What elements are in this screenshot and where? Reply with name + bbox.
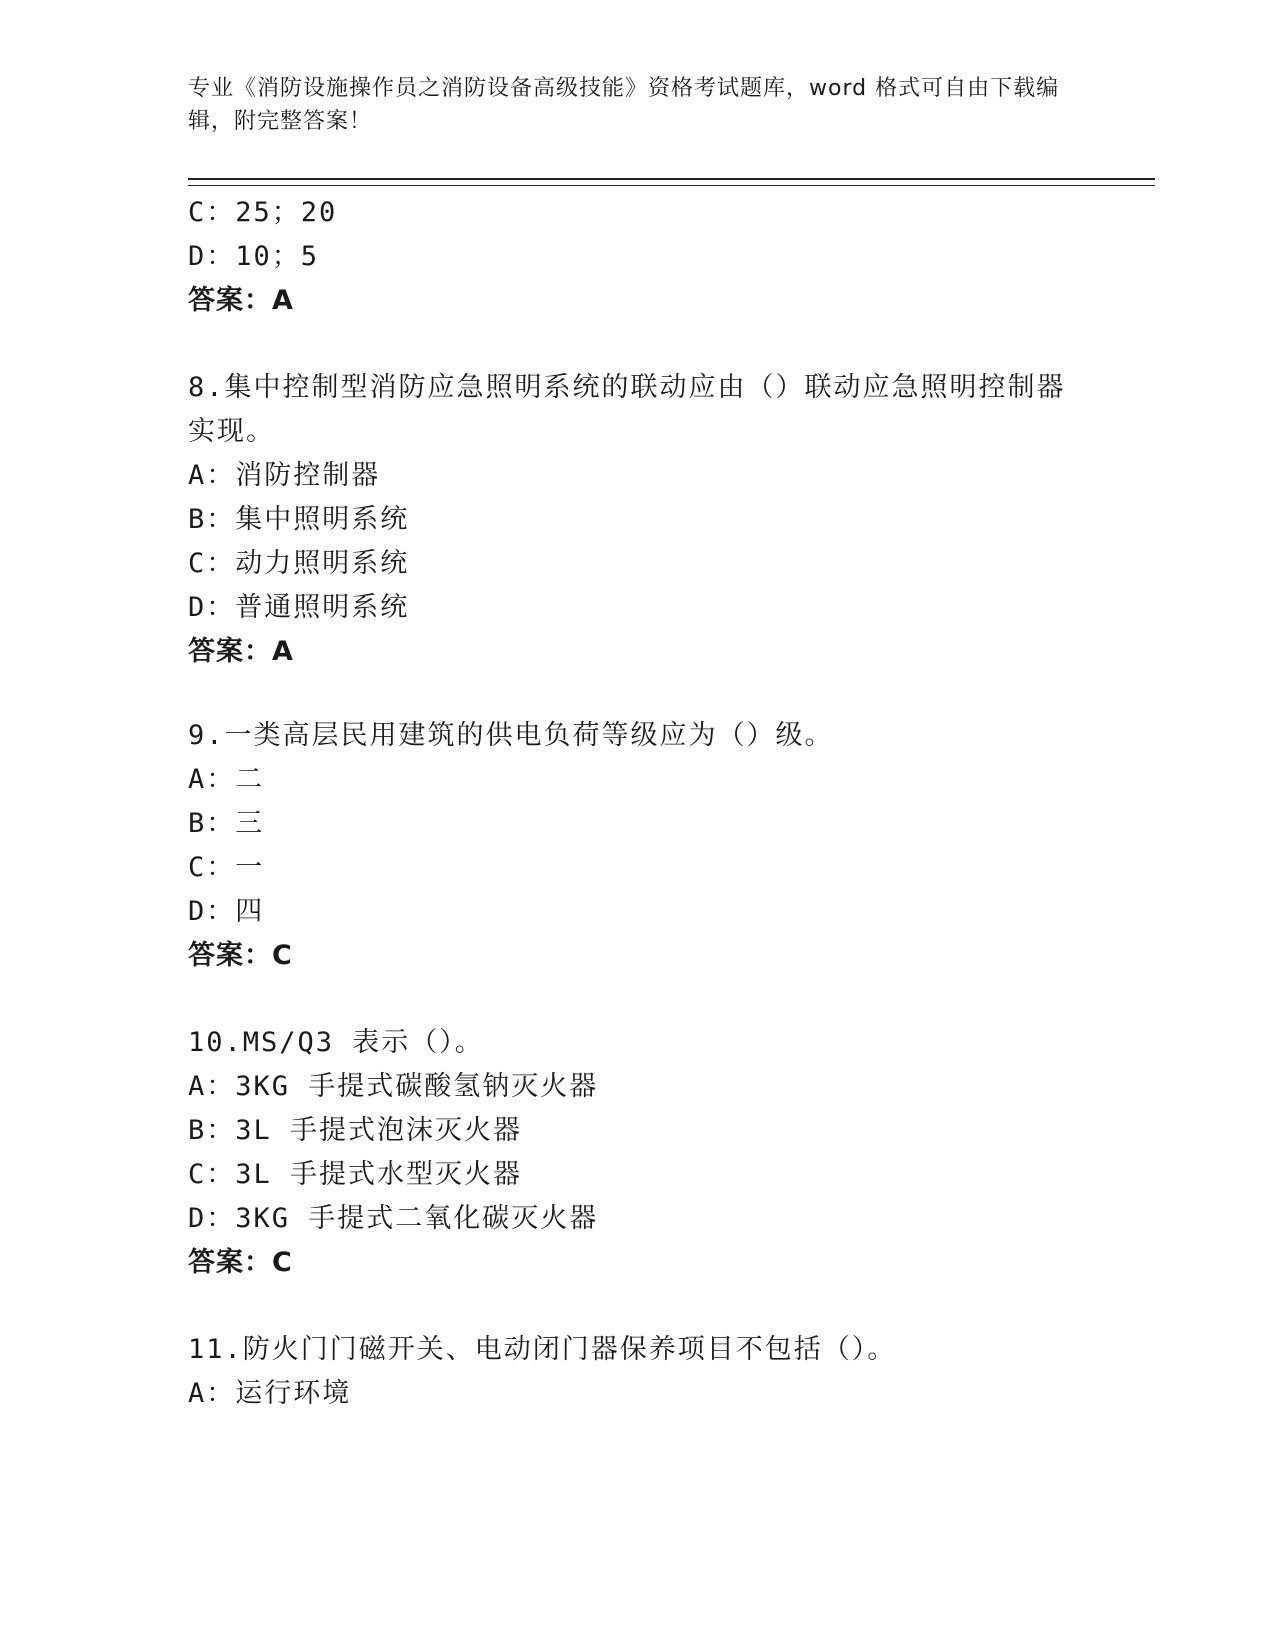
option-c-q8: C：动力照明系统 — [188, 548, 410, 579]
question-9: 9.一类高层民用建筑的供电负荷等级应为（）级。 — [188, 720, 834, 751]
option-c-q7: C：25；20 — [188, 197, 338, 228]
option-d-q7: D：10；5 — [188, 241, 320, 272]
answer-q7: 答案：A — [188, 285, 294, 316]
option-b-q9: B：三 — [188, 808, 265, 839]
option-d-q8: D：普通照明系统 — [188, 592, 410, 623]
answer-q9: 答案：C — [188, 940, 293, 971]
header-divider — [188, 178, 1155, 186]
option-a-q9: A：二 — [188, 764, 265, 795]
option-c-q10: C：3L 手提式水型灭火器 — [188, 1159, 523, 1190]
answer-q10: 答案：C — [188, 1247, 293, 1278]
question-10: 10.MS/Q3 表示（）。 — [188, 1027, 484, 1058]
question-11: 11.防火门门磁开关、电动闭门器保养项目不包括（）。 — [188, 1334, 897, 1365]
option-a-q8: A：消防控制器 — [188, 460, 381, 491]
option-a-q10: A：3KG 手提式碳酸氢钠灭火器 — [188, 1071, 599, 1102]
option-d-q9: D：四 — [188, 896, 265, 927]
option-b-q10: B：3L 手提式泡沫灭火器 — [188, 1115, 523, 1146]
question-8-cont: 实现。 — [188, 416, 275, 447]
option-b-q8: B：集中照明系统 — [188, 504, 410, 535]
header-text: 专业《消防设施操作员之消防设备高级技能》资格考试题库，word 格式可自由下载编辑，附完整答案！ — [188, 76, 1060, 134]
option-a-q11: A：运行环境 — [188, 1378, 352, 1409]
question-8: 8.集中控制型消防应急照明系统的联动应由（）联动应急照明控制器 — [188, 372, 1066, 403]
option-d-q10: D：3KG 手提式二氧化碳灭火器 — [188, 1203, 599, 1234]
option-c-q9: C：一 — [188, 852, 265, 883]
answer-q8: 答案：A — [188, 636, 294, 667]
